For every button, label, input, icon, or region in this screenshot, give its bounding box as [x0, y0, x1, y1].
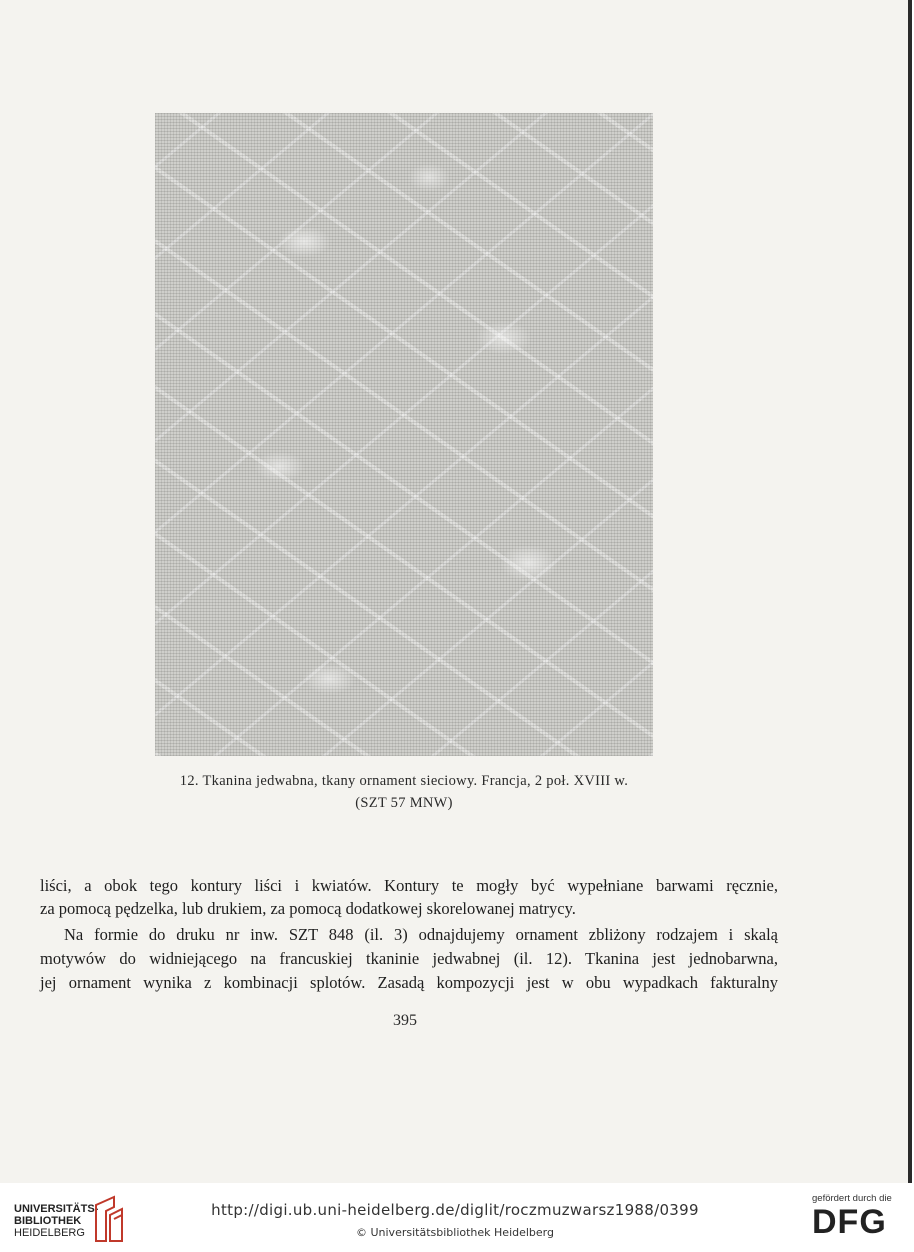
document-url-link[interactable]: http://digi.ub.uni-heidelberg.de/diglit/roczmuzwarsz1988/0399 — [211, 1201, 699, 1219]
funding-label: gefördert durch die — [812, 1193, 892, 1204]
figure-caption-reference: (SZT 57 MNW) — [355, 795, 453, 811]
library-name-line2: BIBLIOTHEK — [14, 1215, 82, 1227]
body-text-line: liści, a obok tego kontury liści i kwiatów. Kontury te mogły być wypełniane barwami ręcznie, — [40, 876, 778, 895]
page-number: 395 — [393, 1012, 417, 1029]
copyright-notice: © Universitätsbibliothek Heidelberg — [355, 1226, 554, 1239]
footer-bar — [0, 1183, 914, 1252]
library-logo-icon — [92, 1195, 126, 1243]
body-text-line: motywów do widniejącego na francuskiej tkaninie jedwabnej (il. 12). Tkanina jest jednobarwna, — [40, 949, 778, 968]
library-name — [14, 1203, 98, 1239]
library-name-line3: HEIDELBERG — [14, 1227, 85, 1239]
figure-caption: 12. Tkanina jedwabna, tkany ornament sieciowy. Francja, 2 poł. XVIII w. — [179, 773, 629, 789]
dfg-logo: DFG — [812, 1203, 887, 1241]
body-text-line: Na formie do druku nr inw. SZT 848 (il. 3) odnajdujemy ornament zbliżony rodzajem i skalą — [64, 925, 778, 944]
body-text-line: za pomocą pędzelka, lub drukiem, za pomocą dodatkowej skorelowanej matrycy. — [40, 899, 576, 918]
library-name-line1: UNIVERSITÄTS- — [14, 1203, 99, 1215]
fabric-photograph — [155, 113, 653, 756]
body-text-line: jej ornament wynika z kombinacji splotów. Zasadą kompozycji jest w obu wypadkach fakturalny — [40, 973, 778, 992]
